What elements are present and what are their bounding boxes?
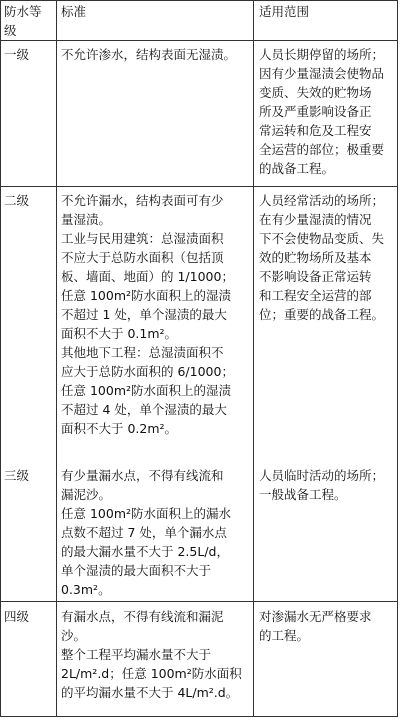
scope-line: 位；重要的战备工程。 [259, 307, 385, 322]
row-3-level: 三级 [4, 468, 30, 483]
standard-line: 沙。 [61, 628, 87, 643]
table-border-top [0, 0, 398, 1]
standard-line: 不应大于总防水面积（包括顶 [61, 250, 224, 265]
standard-line: 面积不大于 0.1m²。 [61, 326, 178, 341]
header-scope: 适用范围 [259, 4, 310, 19]
row-4-scope [259, 607, 395, 645]
scope-line: 不影响设备正常运转 [259, 269, 372, 284]
standard-line: 任意 100m²防水面积上的湿渍 [61, 288, 232, 303]
header-divider [0, 40, 398, 41]
scope-line: 全运营的部位；极重要 [259, 142, 385, 157]
scope-line: 在有少量湿渍的情况 [259, 212, 372, 227]
standard-line: 不允许渗水，结构表面无湿渍。 [61, 47, 237, 62]
standard-line: 的平均漏水量不大于 4L/m².d。 [61, 685, 239, 700]
standard-line: 单个湿渍的最大面积不大于 [61, 563, 212, 578]
row-2-scope [259, 191, 395, 324]
scope-line: 和工程安全运营的部 [259, 288, 372, 303]
row-2-standard [61, 191, 251, 438]
scope-line: 人员临时活动的场所； [259, 468, 385, 483]
row-1-scope [259, 45, 395, 178]
row-4-level: 四级 [4, 609, 30, 624]
scope-line: 人员经常活动的场所； [259, 193, 385, 208]
standard-line: 工业与民用建筑：总湿渍面积 [61, 231, 224, 246]
row-3-standard [61, 466, 251, 599]
header-level [4, 2, 52, 40]
row-divider-1 [0, 186, 398, 187]
header-level-line: 级 [4, 23, 17, 38]
standard-line: 2L/m².d；任意 100m²防水面积 [61, 666, 242, 681]
standard-line: 任意 100m²防水面积上的湿渍 [61, 383, 232, 398]
scope-line: 的工程。 [259, 628, 310, 643]
scope-line: 一般战备工程。 [259, 487, 347, 502]
table-border-left [0, 0, 1, 716]
standard-line: 量湿渍。 [61, 212, 112, 227]
row-1-level: 一级 [4, 47, 30, 62]
standard-line: 任意 100m²防水面积上的漏水 [61, 506, 232, 521]
standard-line: 面积不大于 0.2m²。 [61, 421, 178, 436]
scope-line: 因有少量湿渍会使物品 [259, 66, 385, 81]
row-4-standard [61, 607, 251, 702]
standard-line: 有少量漏水点，不得有线流和 [61, 468, 224, 483]
standard-line: 有漏水点，不得有线流和漏泥 [61, 609, 224, 624]
standard-line: 不允许漏水，结构表面可有少 [61, 193, 224, 208]
row-divider-2 [0, 601, 398, 602]
table-border-bottom [0, 716, 398, 717]
scope-line: 常运转和危及工程安 [259, 123, 372, 138]
row-3-scope [259, 466, 395, 504]
standard-line: 板、墙面、地面）的 1/1000； [61, 269, 234, 284]
standard-line: 点数不超过 7 处，单个漏水点 [61, 525, 227, 540]
scope-line: 人员长期停留的场所； [259, 47, 385, 62]
standard-line: 不超过 4 处，单个湿渍的最大 [61, 402, 227, 417]
standard-line: 应大于总防水面积的 6/1000； [61, 364, 234, 379]
scope-line: 所及严重影响设备正 [259, 104, 372, 119]
column-divider-2 [253, 0, 254, 716]
row-1-standard [61, 45, 251, 64]
standard-line: 其他地下工程：总湿渍面积不 [61, 345, 224, 360]
scope-line: 效的贮物场所及基本 [259, 250, 372, 265]
scope-line: 的战备工程。 [259, 161, 335, 176]
standard-line: 的最大漏水量不大于 2.5L/d， [61, 544, 229, 559]
standard-line: 0.3m²。 [61, 582, 111, 597]
column-divider-1 [56, 0, 57, 716]
scope-line: 变质、失效的贮物场 [259, 85, 372, 100]
standard-line: 不超过 1 处，单个湿渍的最大 [61, 307, 227, 322]
scope-line: 下不会使物品变质、失 [259, 231, 385, 246]
standard-line: 整个工程平均漏水量不大于 [61, 647, 212, 662]
table-border-right [397, 0, 398, 716]
header-standard: 标准 [61, 4, 87, 19]
header-level-line: 防水等 [4, 4, 42, 19]
row-2-level: 二级 [4, 193, 30, 208]
standard-line: 漏泥沙。 [61, 487, 112, 502]
scope-line: 对渗漏水无严格要求 [259, 609, 372, 624]
